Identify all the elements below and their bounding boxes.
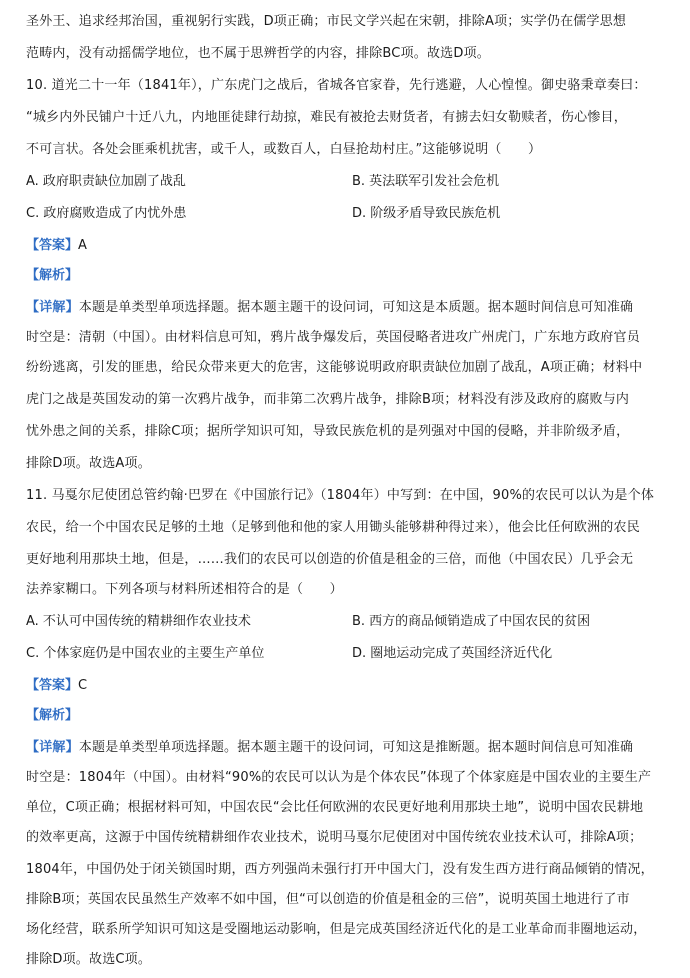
q11-answer-value: C	[78, 678, 88, 693]
q11-analysis-tag: 【解析】	[26, 708, 79, 723]
q11-answer	[26, 676, 87, 696]
q10-detail-text-1: 本题是单类型单项选择题。据本题主题干的设问词，可知这是本质题。据本题时间信息可知准确	[78, 300, 634, 315]
q10-detail-line-5: 忧外患之间的关系，排除C项；据所学知识可知，导致民族危机的是列强对中国的侵略，并非阶级矛盾，	[26, 424, 630, 439]
q11-option-c: C. 个体家庭仍是中国农业的主要生产单位	[26, 646, 265, 661]
q10-answer-value: A	[78, 238, 87, 253]
q11-stem-line-2: 农民，给一个中国农民足够的土地（足够到他和他的家人用锄头能够耕种得过来），他会比任何欧洲的农民	[26, 520, 640, 535]
q11-detail-line-1	[26, 738, 666, 758]
q10-detail-line-4: 虎门之战是英国发动的第一次鸦片战争，而非第二次鸦片战争，排除B项；材料没有涉及政府的腐败与内	[26, 392, 630, 407]
q10-option-c: C. 政府腐败造成了内忧外患	[26, 206, 187, 221]
intro-line-2: 范畴内，没有动摇儒学地位，也不属于思辨哲学的内容，排除BC项。故选D项。	[26, 46, 490, 61]
q11-stem-line-3: 更好地利用那块土地，但是，……我们的农民可以创造的价值是租金的三倍，而他（中国农民）几乎会无	[26, 552, 634, 567]
q11-answer-tag: 【答案】	[26, 678, 79, 693]
q10-detail-line-3: 纷纷逃离，引发的匪患，给民众带来更大的危害，这能够说明政府职责缺位加剧了战乱，A项正确；材料中	[26, 360, 643, 375]
q10-detail-tag: 【详解】	[26, 300, 79, 315]
q11-detail-line-3: 单位，C项正确；根据材料可知，中国农民“会比任何欧洲的农民更好地利用那块土地”，说明中国农民耕地	[26, 800, 644, 815]
q11-detail-line-5: 1804年，中国仍处于闭关锁国时期，西方列强尚未强行打开中国大门，没有发生西方进行商品倾销的情况，	[26, 862, 654, 877]
q11-option-a: A. 不认可中国传统的精耕细作农业技术	[26, 614, 251, 629]
q10-analysis-tag: 【解析】	[26, 268, 79, 283]
q10-detail-line-2: 时空是：清朝（中国）。由材料信息可知，鸦片战争爆发后，英国侵略者进攻广州虎门，广东地方政府官员	[26, 330, 640, 345]
q11-option-d: D. 圈地运动完成了英国经济近代化	[352, 646, 553, 661]
q11-detail-line-6: 排除B项；英国农民虽然生产效率不如中国，但“可以创造的价值是租金的三倍”，说明英国土地进行了市	[26, 892, 630, 907]
q10-answer-tag: 【答案】	[26, 238, 79, 253]
q11-detail-text-1: 本题是单类型单项选择题。据本题主题干的设问词，可知这是推断题。据本题时间信息可知准确	[78, 740, 634, 755]
q10-stem-line-1: 10. 道光二十一年（1841年），广东虎门之战后，省城各官家眷，先行逃避，人心惶惶。御史骆秉章奏曰：	[26, 78, 647, 93]
q10-option-a: A. 政府职责缺位加剧了战乱	[26, 174, 186, 189]
q10-detail-line-1	[26, 298, 666, 318]
q11-detail-line-8: 排除D项。故选C项。	[26, 952, 152, 967]
q10-option-b: B. 英法联军引发社会危机	[352, 174, 500, 189]
q10-detail-line-6: 排除D项。故选A项。	[26, 456, 151, 471]
q11-detail-line-2: 时空是：1804年（中国）。由材料“90%的农民可以认为是个体农民”体现了个体家庭是中国农业的主要生产	[26, 770, 652, 785]
intro-line-1: 圣外王、追求经邦治国，重视躬行实践，D项正确；市民文学兴起在宋朝，排除A项；实学仍在儒学思想	[26, 14, 627, 29]
q11-stem-line-1: 11. 马戛尔尼使团总管约翰·巴罗在《中国旅行记》（1804年）中写到：在中国，90%的农民可以认为是个体	[26, 488, 655, 503]
q10-option-d: D. 阶级矛盾导致民族危机	[352, 206, 501, 221]
q10-answer	[26, 236, 87, 256]
q10-stem-line-2: “城乡内外民铺户十迁八九，内地匪徒肆行劫掠，难民有被抢去财货者，有掳去妇女勒赎者，伤心惨目，	[26, 110, 627, 125]
q11-detail-line-4: 的效率更高，这源于中国传统精耕细作农业技术，说明马戛尔尼使团对中国传统农业技术认可，排除A项；	[26, 830, 643, 845]
q11-detail-tag: 【详解】	[26, 740, 79, 755]
q11-stem-line-4: 法养家糊口。下列各项与材料所述相符合的是（ ）	[26, 582, 343, 597]
q11-detail-line-7: 场化经营，联系所学知识可知这是受圈地运动影响，但是完成英国经济近代化的是工业革命而非圈地运动，	[26, 922, 647, 937]
q11-option-b: B. 西方的商品倾销造成了中国农民的贫困	[352, 614, 591, 629]
q10-stem-line-3: 不可言状。各处会匪乘机扰害，或千人，或数百人，白昼抢劫村庄。”这能够说明（ ）	[26, 142, 542, 157]
